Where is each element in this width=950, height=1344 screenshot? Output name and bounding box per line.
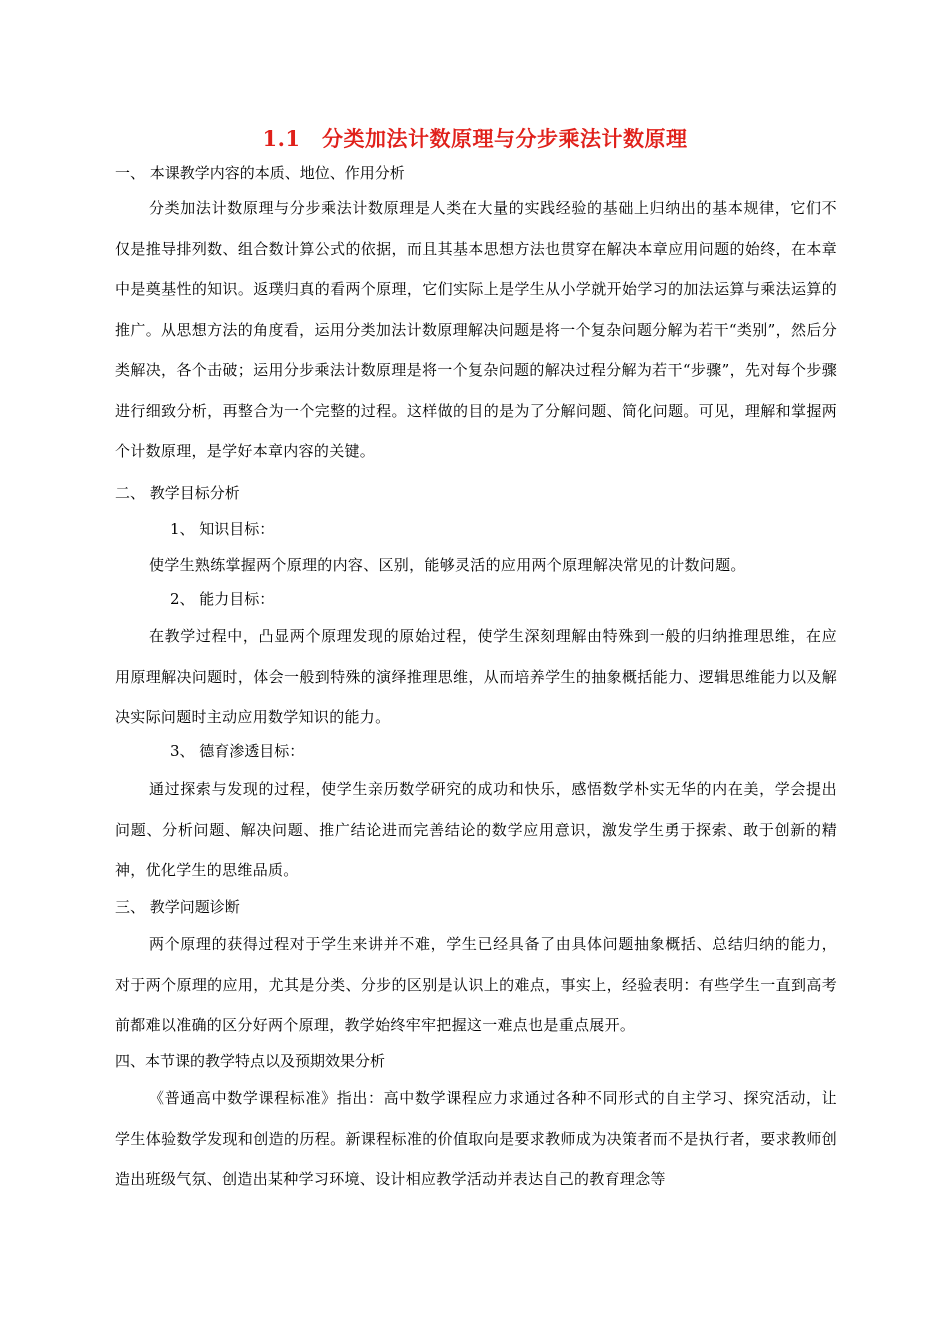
section-3-paragraph: 两个原理的获得过程对于学生来讲并不难，学生已经具备了由具体问题抽象概括、总结归纳的能力，对于两个原理的应用，尤其是分类、分步的区别是认识上的难点，事实上，经验表明：有些学生一直到高考前都难以准确的区分好两个原理，教学始终牢牢把握这一难点也是重点展开。	[115, 935, 837, 1034]
page-title: 1.1 分类加法计数原理与分步乘法计数原理	[262, 126, 688, 151]
objective-label-ability: 2、 能力目标：	[170, 590, 275, 608]
objective-text-ability: 在教学过程中，凸显两个原理发现的原始过程，使学生深刻理解由特殊到一般的归纳推理思维，在应用原理解决问题时，体会一般到特殊的演绎推理思维，从而培养学生的抽象概括能力、逻辑思维能力以及解决实际问题时主动应用数学知识的能力。	[115, 627, 837, 726]
section-heading-2: 二、 教学目标分析	[115, 484, 240, 502]
objective-text-knowledge: 使学生熟练掌握两个原理的内容、区别，能够灵活的应用两个原理解决常见的计数问题。	[149, 556, 746, 574]
section-heading-4: 四、本节课的教学特点以及预期效果分析	[115, 1052, 386, 1070]
objective-text-moral: 通过探索与发现的过程，使学生亲历数学研究的成功和快乐，感悟数学朴实无华的内在美，学会提出问题、分析问题、解决问题、推广结论进而完善结论的数学应用意识，激发学生勇于探索、敢于创新的精神，优化学生的思维品质。	[115, 780, 837, 879]
section-heading-3: 三、 教学问题诊断	[115, 898, 240, 916]
objective-label-moral: 3、 德育渗透目标：	[170, 742, 305, 760]
section-1-paragraph: 分类加法计数原理与分步乘法计数原理是人类在大量的实践经验的基础上归纳出的基本规律，它们不仅是推导排列数、组合数计算公式的依据，而且其基本思想方法也贯穿在解决本章应用问题的始终，在本章中是奠基性的知识。返璞归真的看两个原理，它们实际上是学生从小学就开始学习的加法运算与乘法运算的推广。从思想方法的角度看，运用分类加法计数原理解决问题是将一个复杂问题分解为若干“类别”，然后分类解决，各个击破；运用分步乘法计数原理是将一个复杂问题的解决过程分解为若干“步骤”，先对每个步骤进行细致分析，再整合为一个完整的过程。这样做的目的是为了分解问题、简化问题。可见，理解和掌握两个计数原理，是学好本章内容的关键。	[115, 199, 837, 460]
objective-label-knowledge: 1、 知识目标：	[170, 520, 275, 538]
section-4-paragraph: 《普通高中数学课程标准》指出：高中数学课程应力求通过各种不同形式的自主学习、探究活动，让学生体验数学发现和创造的历程。新课程标准的价值取向是要求教师成为决策者而不是执行者，要求教师创造出班级气氛、创造出某种学习环境、设计相应教学活动并表达自己的教育理念等	[115, 1089, 837, 1188]
section-heading-1: 一、 本课教学内容的本质、地位、作用分析	[115, 164, 405, 182]
